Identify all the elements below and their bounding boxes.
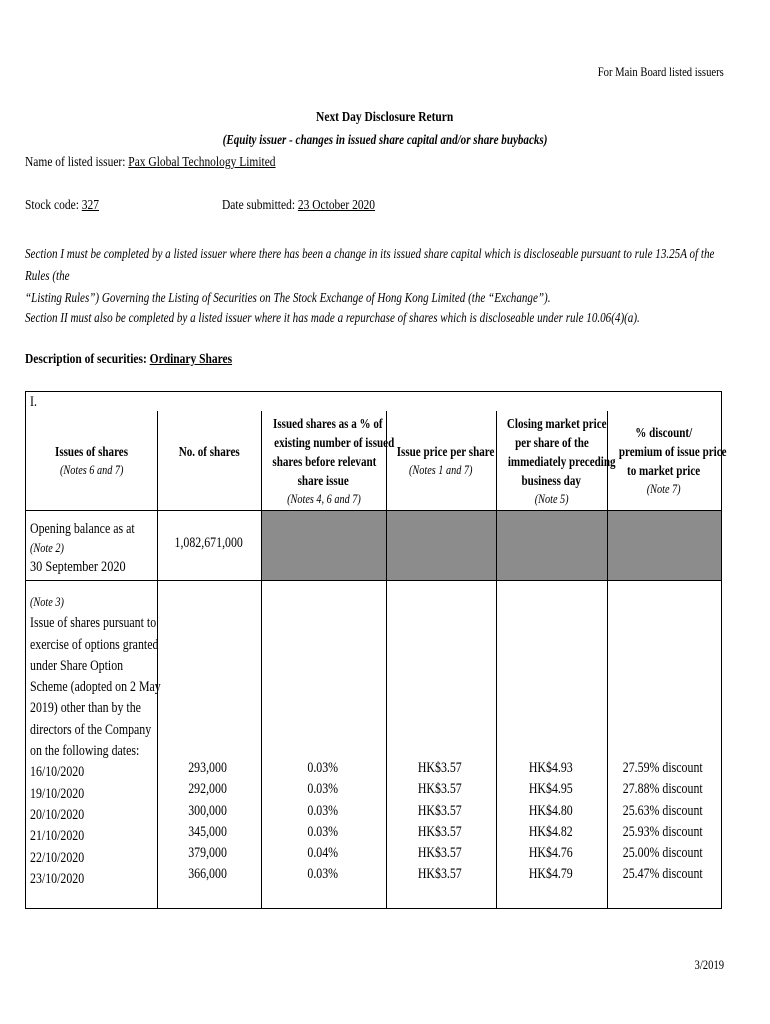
stock-code-line: [25, 198, 115, 214]
description-value: Ordinary Shares: [149, 352, 233, 367]
document-subtitle: (Equity issuer - changes in issued share capital and/or share buybacks): [222, 132, 548, 147]
price-cell: HK$3.57: [418, 802, 462, 819]
date-submitted-line: [222, 198, 409, 214]
section-i-line-1: Section I must be completed by a listed issuer where there has been a change in its issued share capital which is discloseable pursuant to rule 13.25A of the Rules (the: [25, 246, 715, 283]
price-cell: HK$3.57: [418, 781, 462, 798]
header-no-of-shares: No. of shares: [178, 444, 240, 459]
header-closing-price: Closing market price per share of the immediately preceding business day (Note 5): [506, 416, 616, 506]
pct-cell: 0.04%: [307, 845, 338, 862]
stock-code-value: 327: [81, 198, 99, 213]
price-column: [385, 758, 495, 886]
pct-cell: 0.03%: [307, 823, 338, 840]
discount-column: [606, 758, 720, 886]
closing-cell: HK$4.79: [528, 866, 573, 883]
opening-balance-label: Opening balance as at (Note 2) 30 September 2020: [30, 521, 135, 575]
pct-cell: 0.03%: [307, 802, 338, 819]
closing-cell: HK$4.80: [528, 802, 573, 819]
section-ii-instructions: Section II must also be completed by a listed issuer where it has made a repurchase of shares which is discloseable under rule 10.06(4)(a).: [25, 310, 640, 325]
opening-row-shading: [262, 511, 721, 580]
discount-cell: 25.00% discount: [623, 845, 703, 862]
pct-column: [260, 758, 385, 886]
date-submitted-value: 23 October 2020: [297, 198, 376, 213]
pct-cell: 0.03%: [307, 866, 338, 883]
discount-cell: 25.93% discount: [623, 823, 703, 840]
shares-cell: 345,000: [188, 823, 228, 840]
issue-date-row: 22/10/2020: [30, 849, 85, 866]
stock-code-label: Stock code:: [25, 198, 82, 213]
closing-cell: HK$4.95: [528, 781, 573, 798]
price-cell: HK$3.57: [418, 845, 462, 862]
header-issue-price: Issue price per share (Notes 1 and 7): [396, 444, 495, 477]
section-i-instructions: [25, 243, 730, 309]
pct-cell: 0.03%: [307, 781, 338, 798]
shares-cell: 293,000: [188, 760, 228, 776]
issue-date-row: 23/10/2020: [30, 870, 85, 887]
issue-date-row: 20/10/2020: [30, 806, 85, 823]
header-discount: % discount/ premium of issue price to market price (Note 7): [618, 425, 727, 496]
header-issued-pct: Issued shares as a % of existing number of issued shares before relevant share issue (Notes 4, 6 and 7): [272, 416, 395, 506]
closing-cell: HK$4.82: [528, 823, 573, 840]
form-version: 3/2019: [694, 957, 724, 972]
issuer-line: [25, 155, 331, 171]
listing-category: For Main Board listed issuers: [597, 64, 724, 79]
pct-cell: 0.03%: [307, 760, 338, 776]
discount-cell: 25.47% discount: [623, 866, 703, 883]
price-cell: HK$3.57: [418, 823, 462, 840]
closing-column: [495, 758, 606, 886]
shares-cell: 379,000: [188, 845, 228, 862]
shares-cell: 292,000: [188, 781, 228, 798]
securities-description: [25, 352, 278, 368]
shares-cell: 366,000: [188, 866, 228, 883]
shares-cell: 300,000: [188, 802, 228, 819]
section-i-line-2: “Listing Rules”) Governing the Listing of Securities on The Stock Exchange of Hong Kong Limited (the “Exchange”).: [25, 290, 551, 305]
closing-cell: HK$4.93: [528, 760, 573, 776]
issue-date-row: 21/10/2020: [30, 828, 85, 845]
section-label: I.: [30, 394, 37, 410]
issue-date-row: 19/10/2020: [30, 785, 85, 802]
discount-cell: 27.88% discount: [623, 781, 703, 798]
price-cell: HK$3.57: [418, 760, 462, 776]
document-title: Next Day Disclosure Return: [316, 110, 454, 125]
shares-column: [156, 758, 260, 886]
issuer-name: Pax Global Technology Limited: [128, 155, 276, 170]
issuer-label: Name of listed issuer:: [25, 155, 129, 170]
header-issues-of-shares: Issues of shares (Notes 6 and 7): [54, 444, 128, 477]
issue-date-row: 16/10/2020: [30, 764, 85, 781]
discount-cell: 25.63% discount: [623, 802, 703, 819]
issue-description: (Note 3) Issue of shares pursuant to exercise of options granted under Share Option Scheme (adopted on 2 May 2019) other than by the directors of the Company on the following dates: 16/10/2020 19/10/2020 20/10/2020 21/10/2020 22/10/2020 23/10/2020: [30, 592, 189, 890]
opening-balance-shares: 1,082,671,000: [174, 535, 244, 551]
discount-cell: 27.59% discount: [623, 760, 703, 776]
price-cell: HK$3.57: [418, 866, 462, 883]
closing-cell: HK$4.76: [528, 845, 573, 862]
date-submitted-label: Date submitted:: [222, 198, 298, 213]
description-label: Description of securities:: [25, 352, 150, 367]
